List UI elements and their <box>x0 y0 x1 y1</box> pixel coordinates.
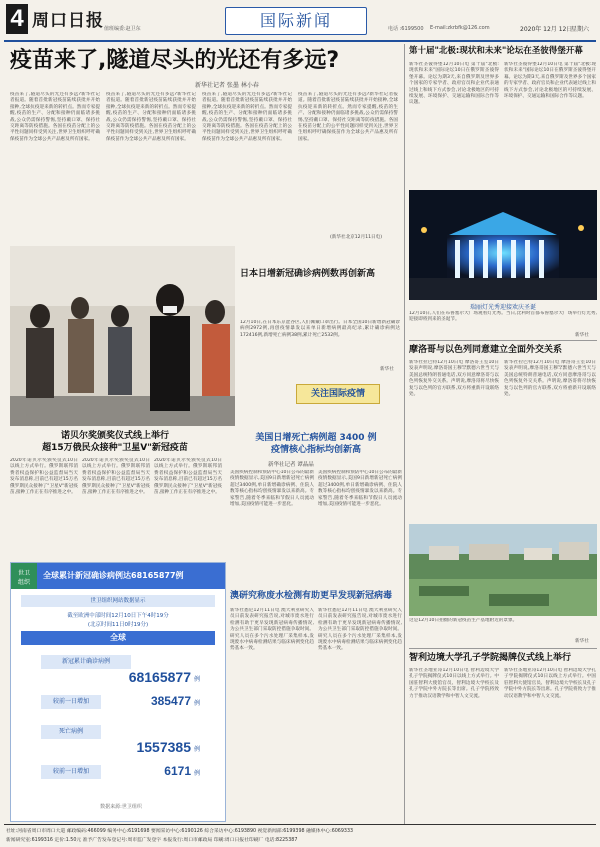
morocco-headline: 摩洛哥与以色列同意建立全面外交关系 <box>409 345 563 355</box>
paper-logo: 周口日报 <box>32 11 104 31</box>
who-badge-line2: 组织 <box>17 579 30 586</box>
footer-line2: 新闻研究室:6199316 定价:1.50元 准予广告发布登记号:周市监广发登字 本报发行:周口市邮政局 印刷:周口日报社印刷厂 电话:8225387 <box>6 838 298 843</box>
arctic-headline: 第十届"北极:现状和未来"论坛在圣彼得堡开幕 <box>409 46 583 56</box>
nobel-headline: 诺贝尔奖颁奖仪式线上举行 超15万俄民众接种"卫星V"新冠疫苗 <box>42 431 188 453</box>
stats-row-deaths-value: 1557385 <box>136 739 191 755</box>
tokyo-crowd-photo <box>10 246 235 426</box>
stats-row-deaths-label: 死亡病例 <box>41 725 101 739</box>
stats-footer: 数据来源:世卫组织 <box>100 804 142 810</box>
lead-body-col3: 疫苗来了,隧道尽头的光还有多远?新华社记者报道。随着首批新冠疫苗陆续获批并开始接种,全球抗疫迎来新的转折点。然而专家提醒,疫苗的生产、分配和接种仍面临诸多挑战,公众仍需保持警惕,坚持戴口罩、保持社交距离等防疫措施。各国在疫苗分配上的公平性问题同样受到关注,世界卫生组织呼吁确保疫苗作为全球公共产品惠及所有国家。 <box>202 92 292 142</box>
lead-body-col1: 疫苗来了,隧道尽头的光还有多远?新华社记者报道。随着首批新冠疫苗陆续获批并开始接种,全球抗疫迎来新的转折点。然而专家提醒,疫苗的生产、分配和接种仍面临诸多挑战,公众仍需保持警惕,坚持戴口罩、保持社交距离等防疫措施。各国在疫苗分配上的公平性问题同样受到关注,世界卫生组织呼吁确保疫苗作为全球公共产品惠及所有国家。 <box>10 92 100 142</box>
arctic-body-col2: 新华社圣彼得堡12月10日电 第十届"北极:现状和未来"国际论坛10日在俄罗斯圣彼得堡开幕。论坛为期3天,来自俄罗斯及世界多个国家的专家学者、政府官员和企业代表通过线上和线下方式参会,讨论北极地区的可持续发展、环境保护、交通运输和国际合作等议题。 <box>504 62 596 100</box>
stats-row-confirmed-label: 新冠累计确诊病例 <box>41 655 131 669</box>
stats-caption2: 截至欧洲中部时间12月10日下午4时19分 <box>67 613 169 619</box>
section-title-box <box>225 7 367 35</box>
stats-caption3: (北京时间11日0时19分) <box>87 622 149 628</box>
stats-row-confirmed-delta-label: 较前一日增加 <box>41 695 101 709</box>
us-body-col1: 美国疾病控制和预防中心10日公布的最新疫情数据显示,美国9日新增新冠死亡病例超过3400例,单日新增确诊病例、住院人数等核心指标均创疫情暴发以来新高。专家警告,随着冬季来临和节假日人员流动增加,美国疫情可能进一步恶化。 <box>230 470 314 508</box>
stats-row-deaths-delta-value: 6171 <box>164 764 191 778</box>
field-photo-credit: 新华社 <box>575 639 589 644</box>
footer-line1: 社址:河南省周口市周口大道 邮政编码:466099 编务中心:6191698 要闻采访中心:6190126 综合采访中心:6193890 视觉新闻部:6199398 融媒体中心:6069333 <box>6 829 354 834</box>
stats-row-confirmed-value: 68165877 <box>128 669 191 685</box>
lead-body-col4: 疫苗来了,隧道尽头的光还有多远?新华社记者报道。随着首批新冠疫苗陆续获批并开始接种,全球抗疫迎来新的转折点。然而专家提醒,疫苗的生产、分配和接种仍面临诸多挑战,公众仍需保持警惕,坚持戴口罩、保持社交距离等防疫措施。各国在疫苗分配上的公平性问题同样受到关注,世界卫生组织呼吁确保疫苗作为全球公共产品惠及所有国家。 <box>298 92 398 142</box>
footer-rule <box>4 824 596 825</box>
field-photo-caption: 这是12月10日拍摄的新冠疫苗生产基地附近的景象。 <box>409 618 518 623</box>
stats-region-label: 全球 <box>21 631 215 645</box>
chile-body-col2: 新华社圣地亚哥12月10日电 智利边境大学孔子学院揭牌仪式10日以线上方式举行。中国驻智利大使馆官员、智利边境大学校长及孔子学院中外方院长等出席。孔子学院将致力于推动汉语教学和中智人文交流。 <box>504 668 596 699</box>
stats-row-deaths-delta-label: 较前一日增加 <box>41 765 101 779</box>
divider-right-2 <box>409 648 597 649</box>
stats-row-deaths-unit: 例 <box>194 746 201 753</box>
night-lightshow-photo <box>409 190 597 300</box>
night-photo-credit: 新华社 <box>575 333 589 338</box>
lead-source: (新华社北京12月11日电) <box>330 235 383 240</box>
world-stats-panel <box>10 562 226 822</box>
masthead-email: E-mail:zkrbfk@126.com <box>430 25 490 31</box>
stats-row-deaths-delta-unit: 例 <box>194 770 201 777</box>
masthead-phone: 电话 :6199500 <box>388 26 424 32</box>
chile-body-col1: 新华社圣地亚哥12月10日电 智利边境大学孔子学院揭牌仪式10日以线上方式举行。中国驻智利大使馆官员、智利边境大学校长及孔子学院中外方院长等出席。孔子学院将致力于推动汉语教学和中智人文交流。 <box>409 668 499 699</box>
stats-row-confirmed-unit: 例 <box>194 676 201 683</box>
stats-row-confirmed-delta-value: 385477 <box>150 694 191 708</box>
us-headline: 美国日增死亡病例超 3400 例 疫情核心指标均创新高 <box>255 433 377 455</box>
us-body-col2: 美国疾病控制和预防中心10日公布的最新疫情数据显示,美国9日新增新冠死亡病例超过3400例,单日新增确诊病例、住院人数等核心指标均创疫情暴发以来新高。专家警告,随着冬季来临和节假日人员流动增加,美国疫情可能进一步恶化。 <box>318 470 402 508</box>
australia-body-col2: 新华社悉尼12月11日电 澳大利亚研究人员日前发表研究报告说,对城市废水进行检测有助于更早发现新冠病毒传播情况,为公共卫生部门采取防控措施争取时间。研究人员在多个污水处理厂采集样本,发现废水中病毒检测结果与临床病例变化趋势基本一致。 <box>318 608 402 652</box>
vertical-divider <box>404 44 405 824</box>
lead-body-col2: 疫苗来了,隧道尽头的光还有多远?新华社记者报道。随着首批新冠疫苗陆续获批并开始接种,全球抗疫迎来新的转折点。然而专家提醒,疫苗的生产、分配和接种仍面临诸多挑战,公众仍需保持警惕,坚持戴口罩、保持社交距离等防疫措施。各国在疫苗分配上的公平性问题同样受到关注,世界卫生组织呼吁确保疫苗作为全球公共产品惠及所有国家。 <box>106 92 196 142</box>
lead-headline: 疫苗来了,隧道尽头的光还有多远? <box>10 48 340 73</box>
who-badge <box>11 563 37 589</box>
tokyo-photo-caption-title: 日本日增新冠确诊病例数再创新高 <box>240 269 376 279</box>
masthead-rule <box>4 40 596 42</box>
stats-caption1: 世卫组织网站数据显示 <box>21 595 215 607</box>
focus-label: 关注国际疫情 <box>310 389 365 399</box>
nobel-body-col3: 2020年诺贝尔奖颁奖仪式10日以线上方式举行。俄罗斯联邦消费者权益保护和公益监督局当天发布消息称,目前已有超过15万名俄罗斯民众接种了"卫星V"新冠疫苗,接种工作正在有序推进之中。 <box>154 458 222 496</box>
chile-headline: 智利边境大学孔子学院揭牌仪式线上举行 <box>409 653 572 663</box>
focus-label-box <box>296 384 380 404</box>
morocco-body-col2: 新华社拉巴特12月10日电 摩洛哥王室10日发表声明说,摩洛哥国王穆罕默德六世当天与美国总统特朗普通电话,双方同意摩洛哥与以色列恢复外交关系。声明说,摩洛哥将尽快恢复与以色列的官方联系,双方将重新开设联络处。 <box>504 360 596 398</box>
nobel-body-col2: 2020年诺贝尔奖颁奖仪式10日以线上方式举行。俄罗斯联邦消费者权益保护和公益监督局当天发布消息称,目前已有超过15万名俄罗斯民众接种了"卫星V"新冠疫苗,接种工作正在有序推进之中。 <box>82 458 150 496</box>
masthead-date: 2020年 12月 12日 <box>520 26 573 33</box>
tokyo-photo-credit: 新华社 <box>380 367 394 372</box>
night-photo-caption-title: 瑞丽灯光秀迎接欢庆圣诞 <box>469 304 536 311</box>
lead-byline: 新华社记者 张墨 林小春 <box>195 82 259 89</box>
section-title: 国际新闻 <box>259 11 332 30</box>
divider-right-1 <box>409 340 597 341</box>
field-photo <box>409 524 597 616</box>
stats-row-confirmed-delta-unit: 例 <box>194 700 201 707</box>
arctic-body-col1: 新华社圣彼得堡12月10日电 第十届"北极:现状和未来"国际论坛10日在俄罗斯圣彼得堡开幕。论坛为期3天,来自俄罗斯及世界多个国家的专家学者、政府官员和企业代表通过线上和线下方式参会,讨论北极地区的可持续发展、环境保护、交通运输和国际合作等议题。 <box>409 62 499 106</box>
australia-headline: 澳研究称废水检测有助更早发现新冠病毒 <box>230 591 393 601</box>
page-number-badge: 4 <box>6 4 28 34</box>
us-byline: 新华社记者 谭晶晶 <box>268 462 314 468</box>
night-photo-caption: 12月10日,人们在布鲁塞尔大广场观看灯光秀。当日,比利时首都布鲁塞尔大广场举行灯光秀,迎接即将到来的圣诞节。 <box>409 311 597 323</box>
masthead-weekday: 星期六 <box>571 26 590 33</box>
stats-header <box>37 563 225 589</box>
australia-body-col1: 新华社悉尼12月11日电 澳大利亚研究人员日前发表研究报告说,对城市废水进行检测有助于更早发现新冠病毒传播情况,为公共卫生部门采取防控措施争取时间。研究人员在多个污水处理厂采集样本,发现废水中病毒检测结果与临床病例变化趋势基本一致。 <box>230 608 314 652</box>
morocco-body-col1: 新华社拉巴特12月10日电 摩洛哥王室10日发表声明说,摩洛哥国王穆罕默德六世当天与美国总统特朗普通电话,双方同意摩洛哥与以色列恢复外交关系。声明说,摩洛哥将尽快恢复与以色列的官方联系,双方将重新开设联络处。 <box>409 360 499 398</box>
tokyo-photo-caption: 12月10日,在日本东京涩谷区,人们佩戴口罩出行。日本全国10日新增新冠确诊病例2972例,再创疫情暴发以来单日新增病例最高纪录,累计确诊病例达172416例,新增死亡病例38例,累计死亡2532例。 <box>240 320 400 338</box>
nobel-body-col1: 2020年诺贝尔奖颁奖仪式10日以线上方式举行。俄罗斯联邦消费者权益保护和公益监督局当天发布消息称,目前已有超过15万名俄罗斯民众接种了"卫星V"新冠疫苗,接种工作正在有序推进之中。 <box>10 458 78 496</box>
stats-header-title: 全球累计新冠确诊病例达68165877例 <box>43 571 184 580</box>
who-badge-line1: 世卫 <box>17 570 30 577</box>
editor-line: 值班编委:赵卫东 <box>104 26 141 32</box>
